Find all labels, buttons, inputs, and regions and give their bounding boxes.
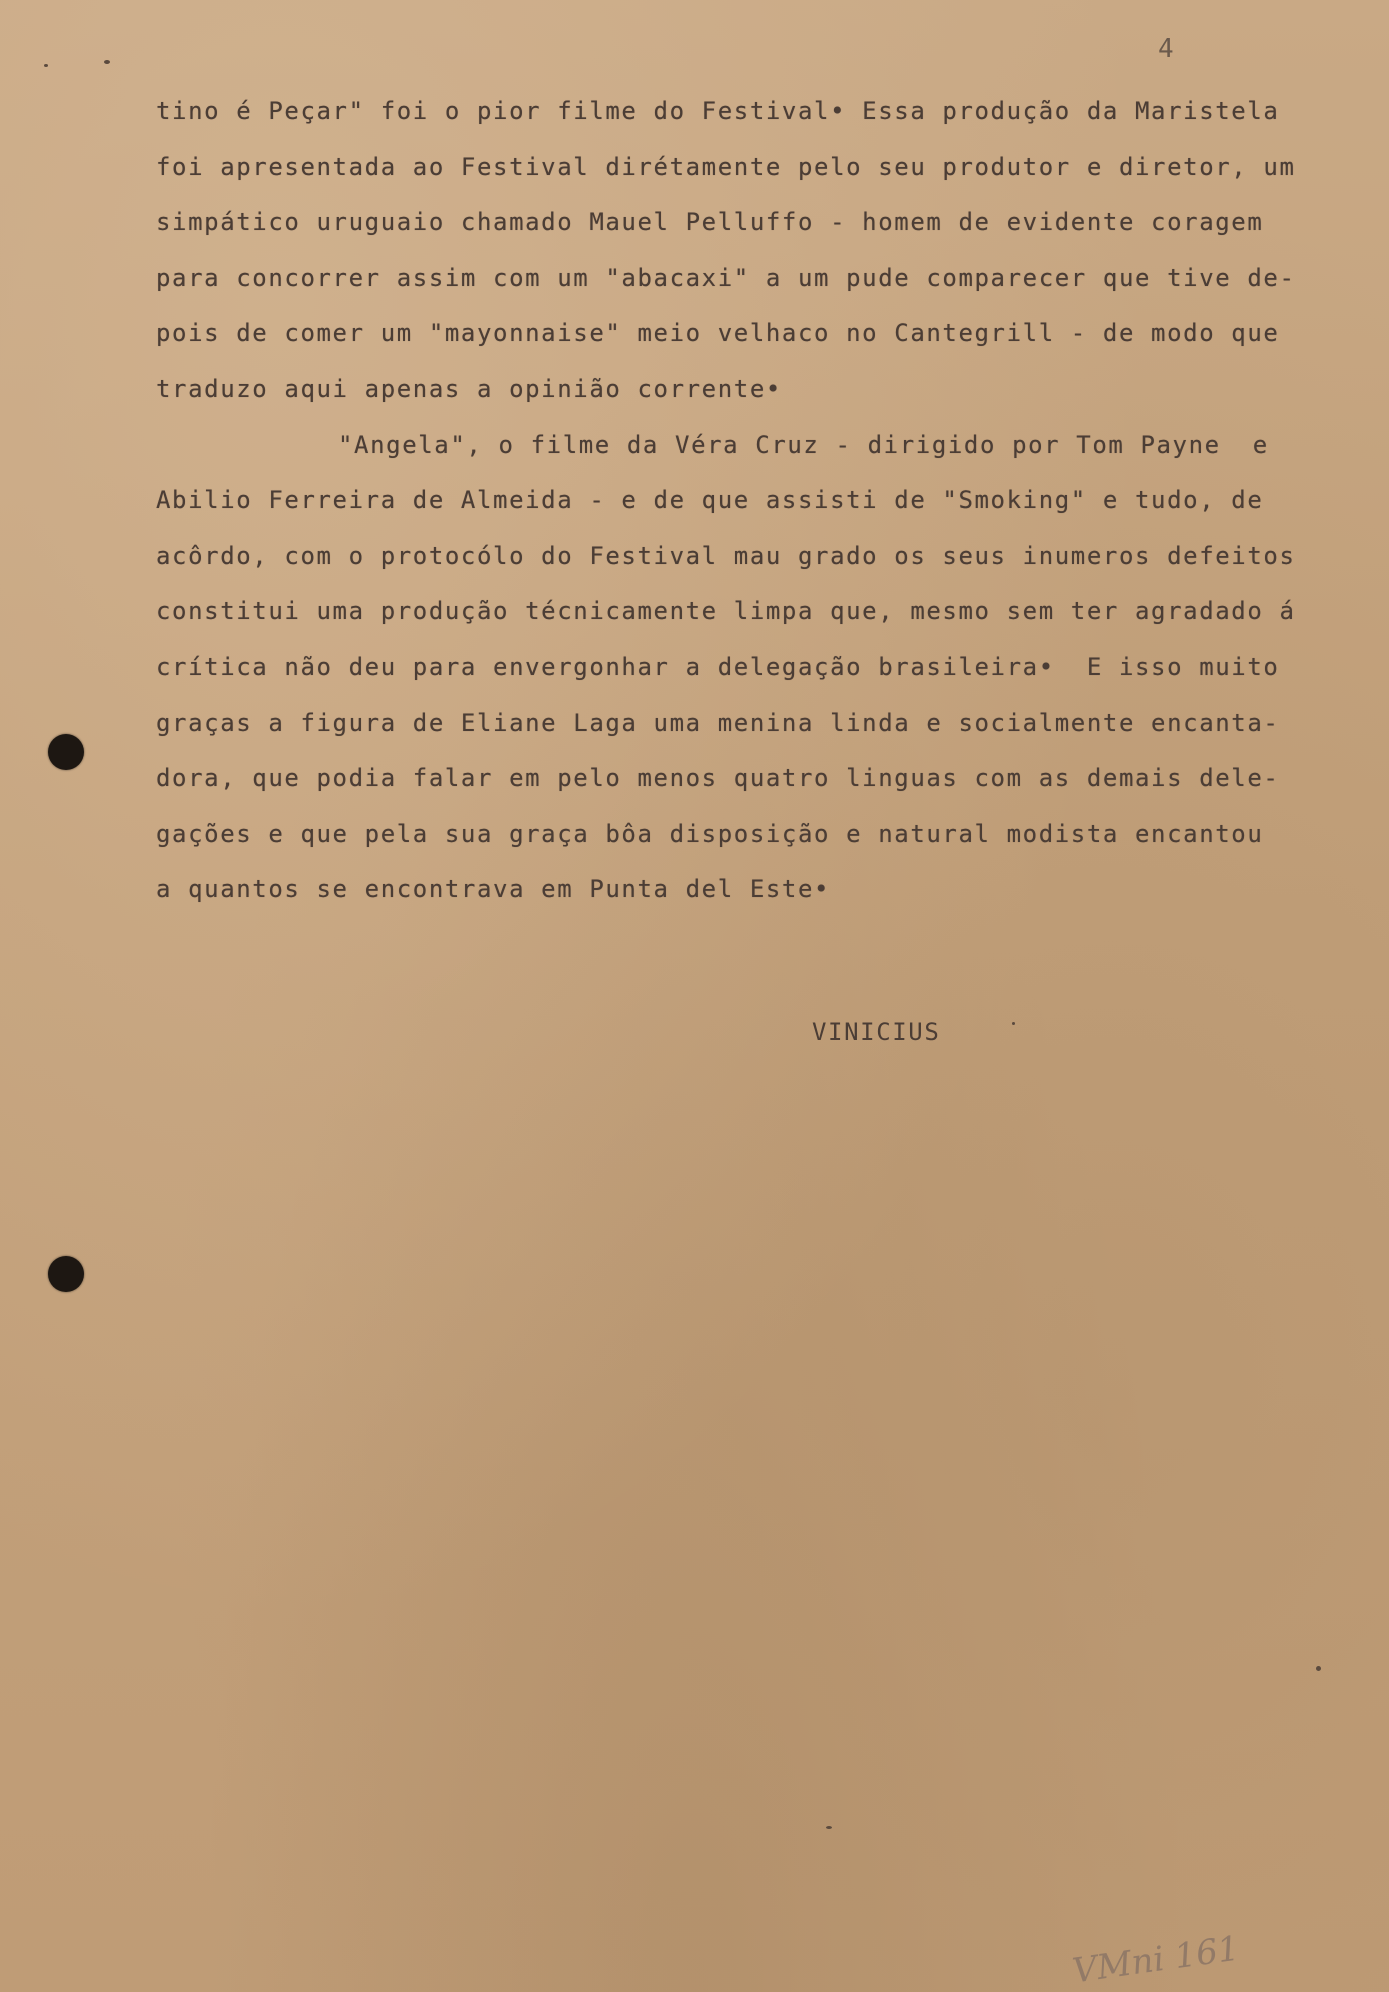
text-line: tino é Peçar" foi o pior filme do Festival• Essa produção da Maristela xyxy=(156,97,1280,125)
text-line: Abilio Ferreira de Almeida - e de que assisti de "Smoking" e tudo, de xyxy=(156,486,1264,515)
page-number: 4 xyxy=(1158,34,1174,64)
text-line: graças a figura de Eliane Laga uma menina linda e socialmente encanta- xyxy=(156,708,1280,737)
text-line: dora, que podia falar em pelo menos quatro linguas com as demais dele- xyxy=(156,764,1280,793)
paper-speck xyxy=(104,60,110,64)
paper-speck xyxy=(1012,1022,1015,1025)
text-line: crítica não deu para envergonhar a delegação brasileira• E isso muito xyxy=(156,652,1280,681)
punch-hole xyxy=(48,1256,84,1292)
signature: VINICIUS xyxy=(812,1018,941,1046)
typed-text-body xyxy=(156,84,1336,918)
paragraph-start-line: "Angela", o filme da Véra Cruz - dirigido por Tom Payne e xyxy=(338,430,1269,459)
text-line: a quantos se encontrava em Punta del Este• xyxy=(156,875,831,904)
text-line: simpático uruguaio chamado Mauel Pelluffo - homem de evidente coragem xyxy=(156,208,1264,237)
text-line: pois de comer um "mayonnaise" meio velhaco no Cantegrill - de modo que xyxy=(156,319,1280,348)
paper-speck xyxy=(44,64,48,67)
text-line: foi apresentada ao Festival dirétamente pelo seu produtor e diretor, um xyxy=(156,152,1296,181)
paper-speck xyxy=(826,1826,832,1829)
text-line: constitui uma produção técnicamente limpa que, mesmo sem ter agradado á xyxy=(156,597,1296,626)
text-line: gações e que pela sua graça bôa disposição e natural modista encantou xyxy=(156,819,1264,848)
text-line: para concorrer assim com um "abacaxi" a um pude comparecer que tive de- xyxy=(156,263,1296,292)
archive-handwritten-mark: VMni 161 xyxy=(1070,1928,1242,1992)
text-line: traduzo aqui apenas a opinião corrente• xyxy=(156,374,782,403)
text-line: acôrdo, com o protocólo do Festival mau grado os seus inumeros defeitos xyxy=(156,541,1296,570)
paper-speck xyxy=(1316,1666,1321,1671)
punch-hole xyxy=(48,734,84,770)
